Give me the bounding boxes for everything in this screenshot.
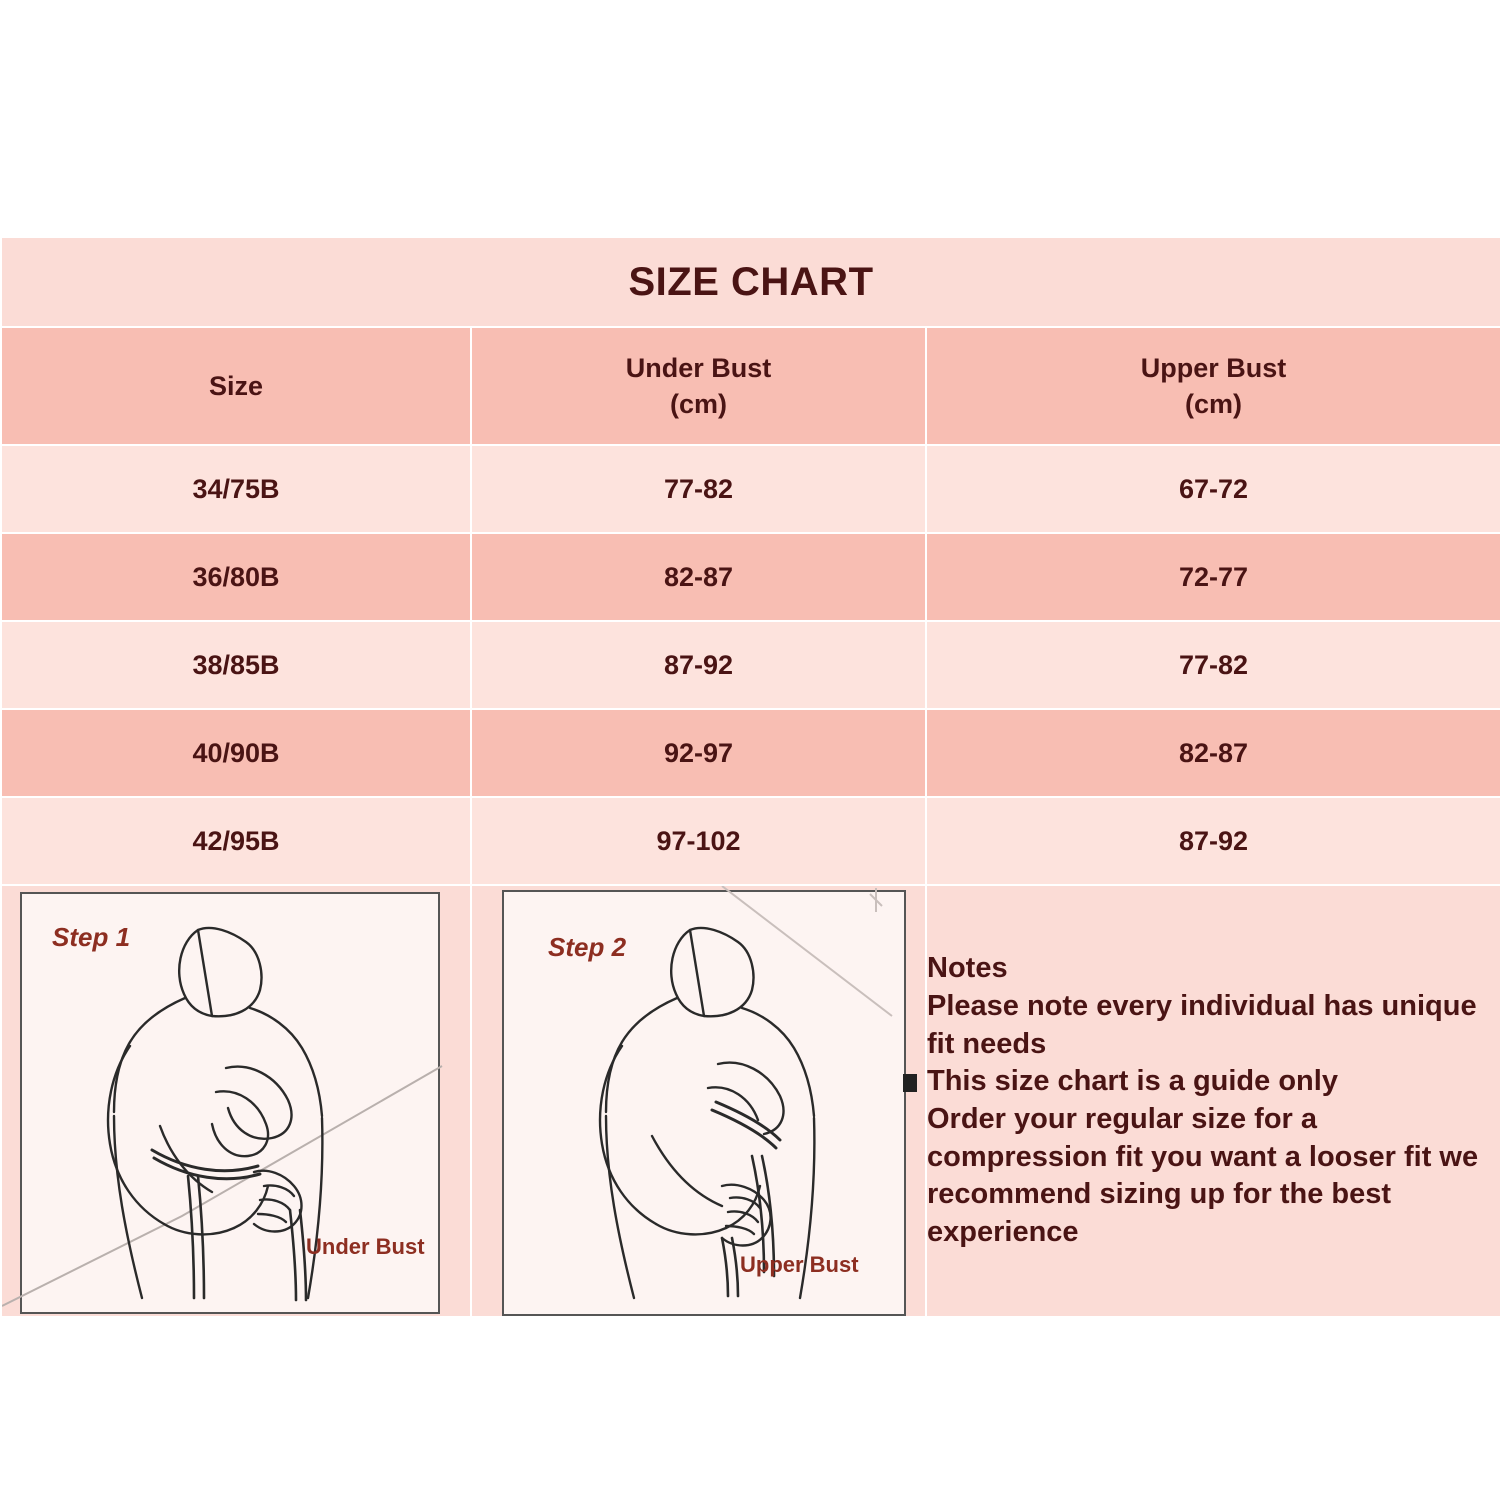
cell-under-bust: 97-102 xyxy=(471,797,926,885)
step1-cell xyxy=(1,885,471,1317)
size-chart-table xyxy=(0,236,1500,1318)
notes-line-2: This size chart is a guide only xyxy=(927,1065,1338,1098)
cell-size: 38/85B xyxy=(1,621,471,709)
cell-size: 34/75B xyxy=(1,445,471,533)
cell-under-bust: 87-92 xyxy=(471,621,926,709)
title-row xyxy=(1,237,1500,327)
table-row xyxy=(1,621,1500,709)
column-header-under-bust-line1: Under Bust xyxy=(625,352,772,383)
step2-label: Step 2 xyxy=(548,932,627,962)
notes-heading: Notes xyxy=(927,952,1008,985)
table-header-row xyxy=(1,327,1500,445)
notes-panel xyxy=(926,885,1500,1317)
table-row xyxy=(1,797,1500,885)
column-header-upper-bust-line1: Upper Bust xyxy=(1140,352,1287,383)
cell-upper-bust: 72-77 xyxy=(926,533,1500,621)
column-header-upper-bust xyxy=(926,327,1500,445)
column-header-upper-bust-line2: (cm) xyxy=(1184,389,1242,419)
notes-line-3: Order your regular size for a compression fit you want a looser fit we recommend sizing up for the best experience xyxy=(927,1103,1479,1249)
table-row xyxy=(1,445,1500,533)
page-title: SIZE CHART xyxy=(1,237,1500,327)
step1-label: Step 1 xyxy=(52,922,131,952)
column-header-under-bust xyxy=(471,327,926,445)
cell-upper-bust: 87-92 xyxy=(926,797,1500,885)
cell-upper-bust: 77-82 xyxy=(926,621,1500,709)
table-row xyxy=(1,533,1500,621)
cell-upper-bust: 82-87 xyxy=(926,709,1500,797)
cell-size: 42/95B xyxy=(1,797,471,885)
cell-size: 40/90B xyxy=(1,709,471,797)
column-header-size-line1: Size xyxy=(208,370,264,401)
cell-upper-bust: 67-72 xyxy=(926,445,1500,533)
size-chart-container xyxy=(0,236,1500,1277)
notes-line-1: Please note every individual has unique fit needs xyxy=(927,989,1477,1060)
marker-square-icon xyxy=(903,1074,917,1092)
cell-under-bust: 77-82 xyxy=(471,445,926,533)
column-header-size xyxy=(1,327,471,445)
table-row xyxy=(1,709,1500,797)
cell-size: 36/80B xyxy=(1,533,471,621)
cell-under-bust: 82-87 xyxy=(471,533,926,621)
step2-measurement-label: Upper Bust xyxy=(740,1252,859,1277)
illustrations-row xyxy=(1,885,1500,1317)
step1-measurement-label: Under Bust xyxy=(306,1234,425,1259)
cell-under-bust: 92-97 xyxy=(471,709,926,797)
step2-cell xyxy=(471,885,926,1317)
column-header-under-bust-line2: (cm) xyxy=(669,389,727,419)
